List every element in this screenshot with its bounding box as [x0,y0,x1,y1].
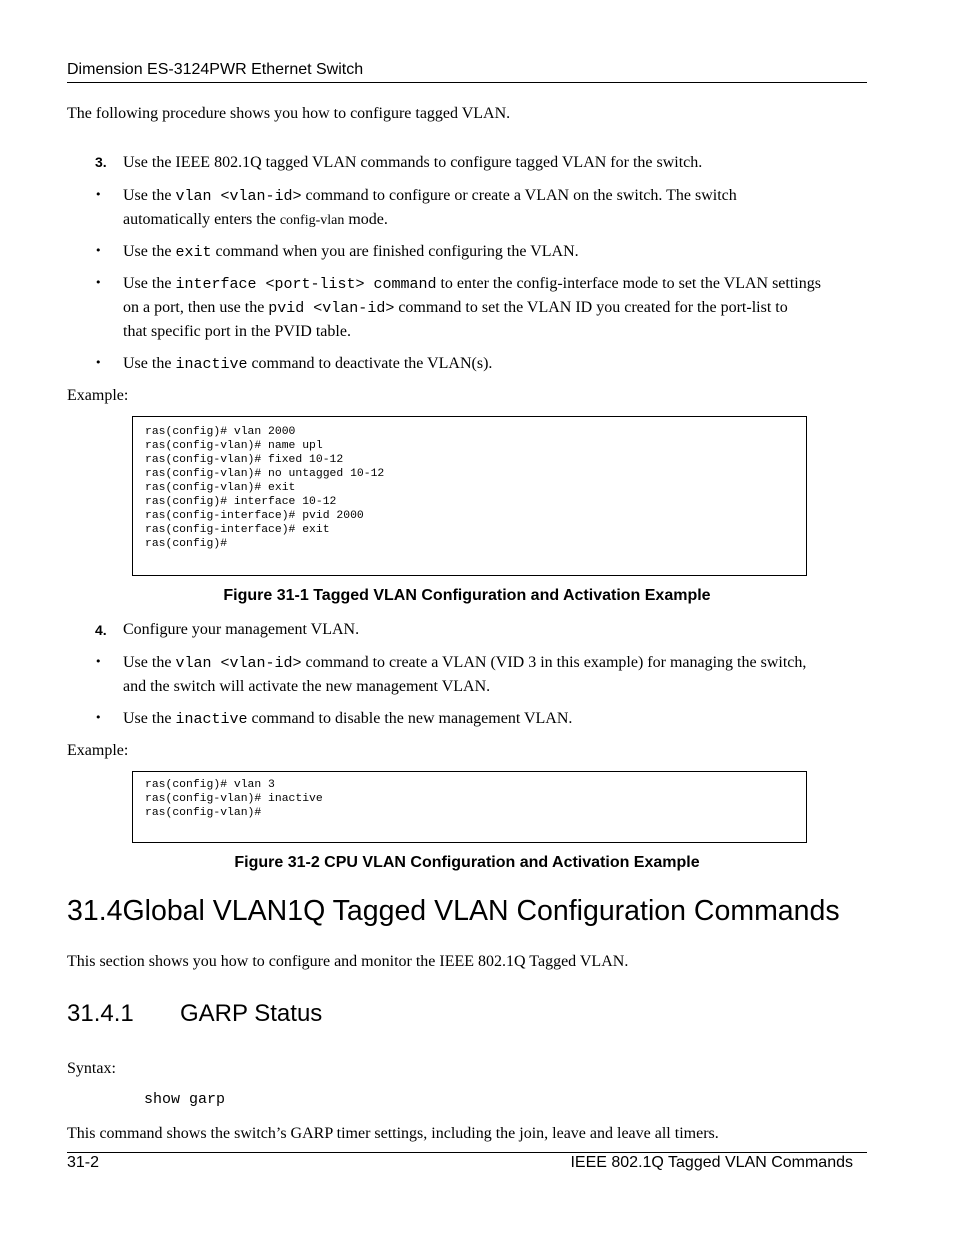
subsection-body: This command shows the switch’s GARP timer settings, including the join, leave and leave all timers. [67,1125,719,1142]
bullet-marker: • [95,711,102,724]
step-3-bullet-1: Use the vlan <vlan-id> command to configure or create a VLAN on the switch. The switch automatically enters the config-vlan mode. [123,187,737,228]
syntax-code: show garp [144,1091,226,1108]
inline-code: inactive [175,356,248,373]
chapter-title: IEEE 802.1Q Tagged VLAN Commands [570,1154,853,1171]
inline-code: vlan <vlan-id> [175,655,302,672]
step-3-number: 3. [95,154,107,170]
bullet-marker: • [95,188,102,201]
step-4-bullet-1: Use the vlan <vlan-id> command to create a VLAN (VID 3 in this example) for managing the switch, and the switch will activate the new management VLAN. [123,654,807,695]
code-example-2 [132,771,807,843]
code-block: ras(config)# vlan 3 ras(config-vlan)# inactive ras(config-vlan)# [145,779,323,819]
running-header: Dimension ES-3124PWR Ethernet Switch [67,61,364,78]
code-block: ras(config)# vlan 2000 ras(config-vlan)# name upl ras(config-vlan)# fixed 10-12 ras(config-vlan)# no untagged 10-12 ras(config-vlan)# exit ras(config)# interface 10-12 ras(config-interface)# pvid 2000 ras(config-interface)# exit ras(config)# [145,426,385,550]
section-body: This section shows you how to configure and monitor the IEEE 802.1Q Tagged VLAN. [67,953,629,970]
step-4-bullet-2: Use the inactive command to disable the new management VLAN. [123,710,573,728]
footer-rule [67,1152,867,1153]
section-title: Global VLAN1Q Tagged VLAN Configuration Commands [122,895,840,927]
inline-code: inactive [175,711,248,728]
inline-code: pvid <vlan-id> [268,300,395,317]
intro-paragraph: The following procedure shows you how to configure tagged VLAN. [67,105,511,122]
example-label: Example: [67,742,129,759]
inline-code: interface <port-list> command [175,276,437,293]
subsection-number: 31.4.1 [67,1000,134,1027]
step-3-bullet-4: Use the inactive command to deactivate the VLAN(s). [123,355,493,373]
step-3-text: Use the IEEE 802.1Q tagged VLAN commands to configure tagged VLAN for the switch. [123,154,703,171]
bullet-marker: • [95,276,102,289]
figure-caption: Figure 31-1 Tagged VLAN Configuration and Activation Example [223,587,711,604]
subsection-title: GARP Status [180,1000,323,1027]
bullet-marker: • [95,244,102,257]
inline-code: exit [175,244,212,261]
step-3-bullet-2: Use the exit command when you are finished configuring the VLAN. [123,243,579,261]
step-3-bullet-3: Use the interface <port-list> command to enter the config-interface mode to set the VLAN settings on a port, then use the pvid <vlan-id> command to set the VLAN ID you created for the port-list to that specific port in the PVID table. [123,275,821,340]
example-label: Example: [67,387,129,404]
step-4-number: 4. [95,622,107,638]
page-number: 31-2 [67,1154,100,1171]
bullet-marker: • [95,356,102,369]
bullet-marker: • [95,655,102,668]
figure-caption: Figure 31-2 CPU VLAN Configuration and Activation Example [234,854,700,871]
step-4-text: Configure your management VLAN. [123,621,360,638]
syntax-label: Syntax: [67,1060,116,1077]
header-rule [67,82,867,83]
section-heading [67,895,840,928]
mode-name: config-vlan [279,213,345,228]
code-example-1 [132,416,807,576]
section-number: 31.4 [67,895,123,927]
inline-code: vlan <vlan-id> [175,188,302,205]
